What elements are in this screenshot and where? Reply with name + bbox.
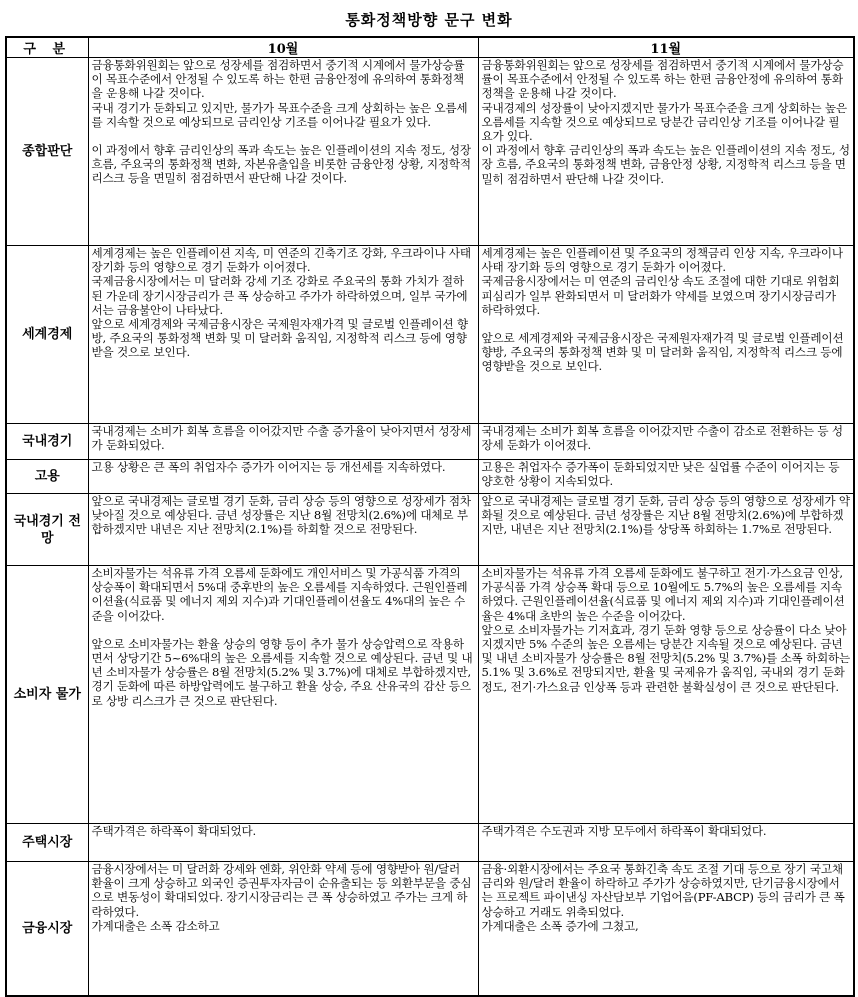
october-text-cell xyxy=(88,824,478,862)
paragraph: 이 과정에서 향후 금리인상의 폭과 속도는 높은 인플레이션의 지속 정도, 성장 흐름, 주요국의 통화정책 변화, 금융안정 상황, 지정학적 리스크 등을 면밀히 점검하면서 판단해 나갈 것이다. xyxy=(481,143,850,186)
table-row-consumer-prices xyxy=(6,566,854,824)
header-category: 구 분 xyxy=(6,37,88,58)
paragraph: 금융·외환시장에서는 주요국 통화긴축 속도 조절 기대 등으로 장기 국고채 금리와 원/달러 환율이 하락하고 주가가 상승하였지만, 단기금융시장에서는 프로젝트 파이낸싱 자산담보부 기업어음(PF-ABCP) 등의 금리가 큰 폭 상승하고 거래도 위축되었다. xyxy=(481,862,845,919)
row-category: 국내경기 전망 xyxy=(6,494,88,566)
october-text-cell xyxy=(88,246,478,424)
paragraph: 이 과정에서 향후 금리인상의 폭과 속도는 높은 인플레이션의 지속 정도, 성장 흐름, 주요국의 통화정책 변화, 자본유출입을 비롯한 금융안정 상황, 지정학적 리스크 등을 면밀히 점검하면서 판단해 나갈 것이다. xyxy=(91,143,471,186)
november-text-cell xyxy=(478,460,854,494)
october-text-cell xyxy=(88,460,478,494)
paragraph: 금융통화위원회는 앞으로 성장세를 점검하면서 중기적 시계에서 물가상승률이 목표수준에서 안정될 수 있도록 하는 한편 금융안정에 유의하여 통화정책을 운용해 나갈 것이다. xyxy=(91,58,465,101)
row-category: 고용 xyxy=(6,460,88,494)
paragraph: 앞으로 세계경제와 국제금융시장은 국제원자재가격 및 글로벌 인플레이션 향방, 주요국의 통화정책 변화 및 미 달러화 움직임, 지정학적 리스크 등에 영향받을 것으로 보인다. xyxy=(91,317,468,360)
november-text-cell xyxy=(478,862,854,996)
paragraph: 가계대출은 소폭 증가에 그쳤고, xyxy=(481,918,639,933)
paragraph: 국내경제는 소비가 회복 흐름을 이어갔지만 수출 증가율이 낮아지면서 성장세가 둔화되었다. xyxy=(91,424,472,453)
paragraph: 소비자물가는 석유류 가격 오름세 둔화에도 불구하고 전기·가스요금 인상, 가공식품 가격 상승폭 확대 등으로 10월에도 5.7%의 높은 오름세를 지속하였다. 근원인플레이션율(식료품 및 에너지 제외 지수)과 기대인플레이션율은 4%대 초반의 높은 수준을 이어갔다. xyxy=(481,566,845,623)
paragraph: 고용 상황은 큰 폭의 취업자수 증가가 이어지는 등 개선세를 지속하였다. xyxy=(91,460,446,474)
paragraph: 고용은 취업자수 증가폭이 둔화되었지만 낮은 실업률 수준이 이어지는 등 양호한 상황이 지속되었다. xyxy=(481,460,840,489)
paragraph: 앞으로 소비자물가는 환율 상승의 영향 등이 추가 물가 상승압력으로 작용하면서 상당기간 5~6%대의 높은 오름세를 지속할 것으로 예상된다. 금년 및 내년 소비자물가 상승률은 8월 전망치(5.2% 및 3.7%)에 대체로 부합하겠지만, 경기 둔화에 따른 하방압력에도 불구하고 환율 상승, 주요 산유국의 감산 등으로 상방 리스크가 큰 것으로 판단된다. xyxy=(91,636,473,708)
row-category: 금융시장 xyxy=(6,862,88,996)
paragraph: 금융시장에서는 미 달러화 강세와 엔화, 위안화 약세 등에 영향받아 원/달러 환율이 크게 상승하고 외국인 증권투자자금이 순유출되는 등 외환부문을 중심으로 변동성이 확대되었다. 장기시장금리는 큰 폭 상승하였고 주가는 크게 하락하였다. xyxy=(91,862,472,919)
table-row-world-economy xyxy=(6,246,854,424)
october-text-cell xyxy=(88,494,478,566)
paragraph: 국내경제의 성장률이 낮아지겠지만 물가가 목표수준을 크게 상회하는 높은 오름세를 지속할 것으로 예상되므로 당분간 금리인상 기조를 이어나갈 필요가 있다. xyxy=(481,100,847,144)
header-october: 10월 xyxy=(88,37,478,58)
table-row-housing-market xyxy=(6,824,854,862)
paragraph: 가계대출은 소폭 감소하고 xyxy=(91,918,220,933)
table-row-domestic-economy xyxy=(6,424,854,460)
header-november: 11월 xyxy=(478,37,854,58)
paragraph: 앞으로 세계경제와 국제금융시장은 국제원자재가격 및 글로벌 인플레이션 향방, 주요국의 통화정책 변화 및 미 달러화 움직임, 지정학적 리스크 등에 영향받을 것으로 보인다. xyxy=(481,331,844,374)
table-row-financial-market xyxy=(6,862,854,996)
paragraph: 국내경제는 소비가 회복 흐름을 이어갔지만 수출이 감소로 전환하는 등 성장세 둔화가 이어졌다. xyxy=(481,424,843,453)
october-text-cell xyxy=(88,862,478,996)
paragraph: 앞으로 국내경제는 글로벌 경기 둔화, 금리 상승 등의 영향으로 성장세가 점차 낮아질 것으로 예상된다. 금년 성장률은 지난 8월 전망치(2.6%)에 대체로 부합하겠지만 내년은 지난 전망치(2.1%)를 하회할 것으로 전망된다. xyxy=(91,494,471,537)
paragraph: 소비자물가는 석유류 가격 오름세 둔화에도 개인서비스 및 가공식품 가격의 상승폭이 확대되면서 5%대 중후반의 높은 오름세를 지속하였다. 근원인플레이션율(식료품 및 에너지 제외 지수)과 기대인플레이션율도 4%대의 높은 수준을 이어갔다. xyxy=(91,566,468,623)
paragraph: 주택가격은 하락폭이 확대되었다. xyxy=(91,824,256,838)
row-category: 종합판단 xyxy=(6,58,88,246)
paragraph xyxy=(92,129,475,143)
paragraph: 국제금융시장에서는 미 연준의 금리인상 속도 조절에 대한 기대로 위험회피심리가 일부 완화되면서 미 달러화가 약세를 보였으며 장기시장금리가 하락하였다. xyxy=(481,274,840,317)
november-text-cell xyxy=(478,58,854,246)
table-row-employment xyxy=(6,460,854,494)
november-text-cell xyxy=(478,424,854,460)
october-text-cell xyxy=(88,566,478,824)
paragraph: 세계경제는 높은 인플레이션 및 주요국의 정책금리 인상 지속, 우크라이나 사태 장기화 등의 영향으로 경기 둔화가 이어졌다. xyxy=(481,246,843,275)
comparison-table xyxy=(5,36,855,997)
paragraph: 국제금융시장에서는 미 달러화 강세 기조 강화로 주요국의 통화 가치가 절하된 가운데 장기시장금리가 큰 폭 상승하고 주가가 하락하였으며, 일부 국가에서는 금융불안이 나타났다. xyxy=(91,274,468,317)
header-row xyxy=(6,37,854,58)
october-text-cell xyxy=(88,58,478,246)
paragraph: 금융통화위원회는 앞으로 성장세를 점검하면서 중기적 시계에서 물가상승률이 목표수준에서 안정될 수 있도록 하는 한편 금융안정에 유의하여 통화정책을 운용해 나갈 것이다. xyxy=(481,58,844,101)
october-text-cell xyxy=(88,424,478,460)
november-text-cell xyxy=(478,824,854,862)
paragraph: 세계경제는 높은 인플레이션 지속, 미 연준의 긴축기조 강화, 우크라이나 사태 장기화 등의 영향으로 경기 둔화가 이어졌다. xyxy=(91,246,471,275)
paragraph: 앞으로 국내경제는 글로벌 경기 둔화, 금리 상승 등의 영향으로 성장세가 약화될 것으로 예상된다. 금년 성장률은 지난 8월 전망치(2.6%)에 부합하겠지만, 내년은 지난 전망치(2.1%)를 상당폭 하회하는 1.7%로 전망된다. xyxy=(481,494,850,537)
row-category: 국내경기 xyxy=(6,424,88,460)
november-text-cell xyxy=(478,246,854,424)
paragraph xyxy=(92,623,475,637)
table-row-overall-judgment xyxy=(6,58,854,246)
document-title: 통화정책방향 문구 변화 xyxy=(345,11,513,29)
row-category: 주택시장 xyxy=(6,824,88,862)
november-text-cell xyxy=(478,566,854,824)
paragraph xyxy=(482,317,851,331)
row-category: 소비자 물가 xyxy=(6,566,88,824)
paragraph: 국내 경기가 둔화되고 있지만, 물가가 목표수준을 크게 상회하는 높은 오름세를 지속할 것으로 예상되므로 금리인상 기조를 이어나갈 필요가 있다. xyxy=(91,100,468,129)
row-category: 세계경제 xyxy=(6,246,88,424)
paragraph: 주택가격은 수도권과 지방 모두에서 하락폭이 확대되었다. xyxy=(481,824,767,838)
table-row-domestic-outlook xyxy=(6,494,854,566)
november-text-cell xyxy=(478,494,854,566)
paragraph: 앞으로 소비자물가는 기저효과, 경기 둔화 영향 등으로 상승률이 다소 낮아지겠지만 5% 수준의 높은 오름세는 당분간 지속될 것으로 예상된다. 금년 및 내년 소비자물가 상승률은 8월 전망치(5.2% 및 3.7%)를 소폭 하회하는 5.1% 및 3.6%로 전망되지만, 환율 및 국제유가 움직임, 국내외 경기 둔화 정도, 전기·가스요금 인상폭 등과 관련한 불확실성이 큰 것으로 판단된다. xyxy=(481,622,850,694)
